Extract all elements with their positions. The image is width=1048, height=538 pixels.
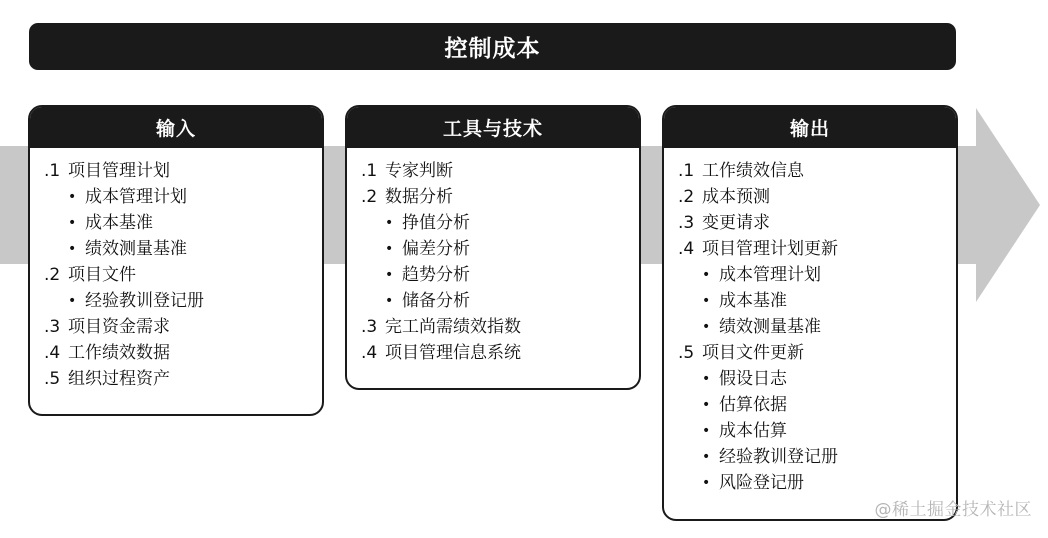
page-title: 控制成本 [29,23,956,70]
list-sub-item [361,236,639,262]
list-sub-item [44,210,322,236]
item-text: 项目管理计划更新 [702,239,838,259]
list-item [678,184,956,210]
item-number: .3 [361,317,378,337]
list-item [44,158,322,184]
list-sub-item [361,210,639,236]
bullet-icon: • [68,293,77,309]
bullet-icon: • [68,215,77,231]
tools-panel-list [347,148,639,366]
item-number: .2 [44,265,61,285]
bullet-icon: • [702,397,711,413]
list-item [361,158,639,184]
item-text: 成本估算 [719,421,787,441]
item-text: 风险登记册 [719,473,804,493]
item-text: 成本管理计划 [719,265,821,285]
item-number: .1 [678,161,695,181]
list-item [361,314,639,340]
list-sub-item [678,288,956,314]
bullet-icon: • [385,267,394,283]
bullet-icon: • [702,319,711,335]
list-sub-item [678,392,956,418]
list-sub-item [361,262,639,288]
watermark: @稀土掘金技术社区 [874,500,1032,520]
item-text: 项目资金需求 [68,317,170,337]
item-text: 项目文件更新 [702,343,804,363]
list-item [44,262,322,288]
list-sub-item [678,470,956,496]
tools-panel [345,105,641,390]
list-item [44,366,322,392]
list-sub-item [44,236,322,262]
bullet-icon: • [702,423,711,439]
item-number: .4 [678,239,695,259]
item-text: 成本管理计划 [85,187,187,207]
list-sub-item [361,288,639,314]
bullet-icon: • [702,449,711,465]
list-sub-item [678,314,956,340]
item-text: 成本基准 [85,213,153,233]
item-text: 完工尚需绩效指数 [385,317,521,337]
item-text: 经验教训登记册 [85,291,204,311]
item-number: .2 [361,187,378,207]
bullet-icon: • [702,475,711,491]
item-text: 假设日志 [719,369,787,389]
list-item [361,340,639,366]
bullet-icon: • [702,371,711,387]
item-text: 储备分析 [402,291,470,311]
item-text: 绩效测量基准 [85,239,187,259]
outputs-panel [662,105,958,521]
item-text: 项目文件 [68,265,136,285]
list-item [361,184,639,210]
item-text: 挣值分析 [402,213,470,233]
list-sub-item [678,262,956,288]
list-item [678,236,956,262]
item-number: .1 [44,161,61,181]
item-text: 经验教训登记册 [719,447,838,467]
item-text: 估算依据 [719,395,787,415]
item-text: 绩效测量基准 [719,317,821,337]
list-item [678,210,956,236]
bullet-icon: • [385,293,394,309]
bullet-icon: • [702,293,711,309]
list-item [44,340,322,366]
item-number: .2 [678,187,695,207]
item-text: 成本基准 [719,291,787,311]
list-item [678,158,956,184]
item-text: 专家判断 [385,161,453,181]
bullet-icon: • [702,267,711,283]
bullet-icon: • [385,241,394,257]
item-number: .1 [361,161,378,181]
list-item [678,340,956,366]
tools-panel-header: 工具与技术 [347,107,639,148]
item-number: .4 [44,343,61,363]
item-text: 变更请求 [702,213,770,233]
bullet-icon: • [385,215,394,231]
list-sub-item [44,184,322,210]
outputs-panel-list [664,148,956,496]
item-number: .3 [44,317,61,337]
item-text: 项目管理计划 [68,161,170,181]
list-item [44,314,322,340]
list-sub-item [678,418,956,444]
item-text: 偏差分析 [402,239,470,259]
item-number: .3 [678,213,695,233]
item-text: 成本预测 [702,187,770,207]
item-text: 组织过程资产 [68,369,170,389]
list-sub-item [678,366,956,392]
inputs-panel [28,105,324,416]
inputs-panel-header: 输入 [30,107,322,148]
item-text: 数据分析 [385,187,453,207]
bullet-icon: • [68,241,77,257]
item-number: .5 [678,343,695,363]
item-text: 工作绩效信息 [702,161,804,181]
list-sub-item [44,288,322,314]
inputs-panel-list [30,148,322,392]
item-text: 趋势分析 [402,265,470,285]
outputs-panel-header: 输出 [664,107,956,148]
item-number: .5 [44,369,61,389]
item-text: 项目管理信息系统 [385,343,521,363]
bullet-icon: • [68,189,77,205]
item-number: .4 [361,343,378,363]
item-text: 工作绩效数据 [68,343,170,363]
list-sub-item [678,444,956,470]
